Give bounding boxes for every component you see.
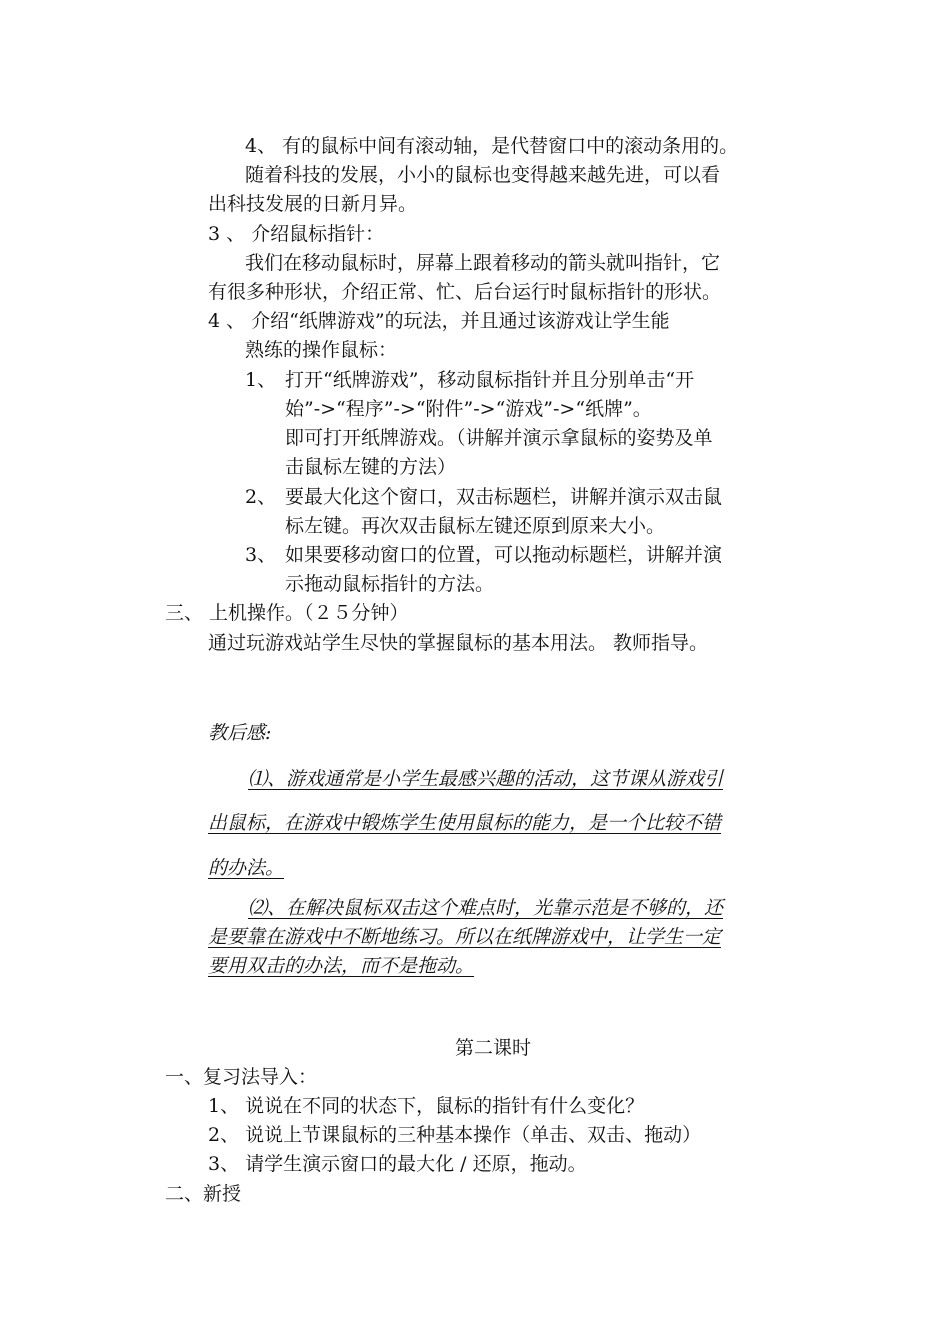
list-item: 如果要移动窗口的位置，可以拖动标题栏，讲解并演 — [285, 544, 723, 566]
text-line: 随着科技的发展，小小的鼠标也变得越来越先进，可以看 — [245, 164, 721, 186]
section-heading: 二、新授 — [165, 1183, 242, 1205]
section-heading: 3 、 介绍鼠标指针： — [208, 223, 385, 245]
reflection-line: 是要靠在游戏中不断地练习。所以在纸牌游戏中，让学生一定 — [208, 926, 722, 948]
text-line: 有很多种形状，介绍正常、忙、后台运行时鼠标指针的形状。 — [208, 281, 722, 303]
list-item: 即可打开纸牌游戏。（讲解并演示拿鼠标的姿势及单 — [285, 427, 713, 449]
reflection-line: 的办法。 — [208, 857, 285, 879]
text-line: 通过玩游戏站学生尽快的掌握鼠标的基本用法。 教师指导。 — [208, 632, 709, 654]
list-item: 2、 说说上节课鼠标的三种基本操作（单击、双击、拖动） — [208, 1124, 702, 1146]
reflection-text: ⑵、在解决鼠标双击这个难点时，光靠示范是不够的，还 — [248, 897, 724, 919]
reflection-text: ⑴、游戏通常是小学生最感兴趣的活动，这节课从游戏引 — [248, 768, 724, 790]
list-item: 示拖动鼠标指针的方法。 — [285, 573, 495, 595]
list-item: 3、 请学生演示窗口的最大化 / 还原，拖动。 — [208, 1153, 587, 1175]
text-line: 4、 有的鼠标中间有滚动轴，是代替窗口中的滚动条用的。 — [245, 135, 739, 157]
reflection-line: 出鼠标，在游戏中锻炼学生使用鼠标的能力，是一个比较不错 — [208, 812, 722, 834]
list-item: 1、 说说在不同的状态下，鼠标的指针有什么变化？ — [208, 1095, 645, 1117]
list-number: 1、 — [245, 369, 277, 391]
list-number: 2、 — [245, 486, 277, 508]
list-item: 标左键。再次双击鼠标左键还原到原来大小。 — [285, 515, 666, 537]
section-heading: 4 、 介绍“纸牌游戏”的玩法，并且通过该游戏让学生能 — [208, 310, 670, 332]
text-line: 熟练的操作鼠标： — [245, 339, 398, 361]
reflection-title: 教后感: — [208, 722, 272, 744]
reflection-line — [208, 766, 723, 792]
section-heading: 一、复习法导入： — [165, 1066, 318, 1088]
list-number: 3、 — [245, 544, 277, 566]
list-item: 击鼠标左键的方法） — [285, 456, 457, 478]
section-title: 第二课时 — [455, 1037, 532, 1059]
text-line: 出科技发展的日新月异。 — [208, 193, 418, 215]
reflection-line — [208, 895, 723, 921]
section-heading: 三、 上机操作。（２５分钟） — [165, 602, 409, 624]
list-item: 要最大化这个窗口，双击标题栏，讲解并演示双击鼠 — [285, 486, 723, 508]
list-item: 始”->“程序”->“附件”->“游戏”->“纸牌”。 — [285, 398, 652, 420]
reflection-line: 要用双击的办法，而不是拖动。 — [208, 955, 475, 977]
list-item: 打开“纸牌游戏”，移动鼠标指针并且分别单击“开 — [285, 369, 695, 391]
text-line: 我们在移动鼠标时，屏幕上跟着移动的箭头就叫指针，它 — [245, 252, 721, 274]
